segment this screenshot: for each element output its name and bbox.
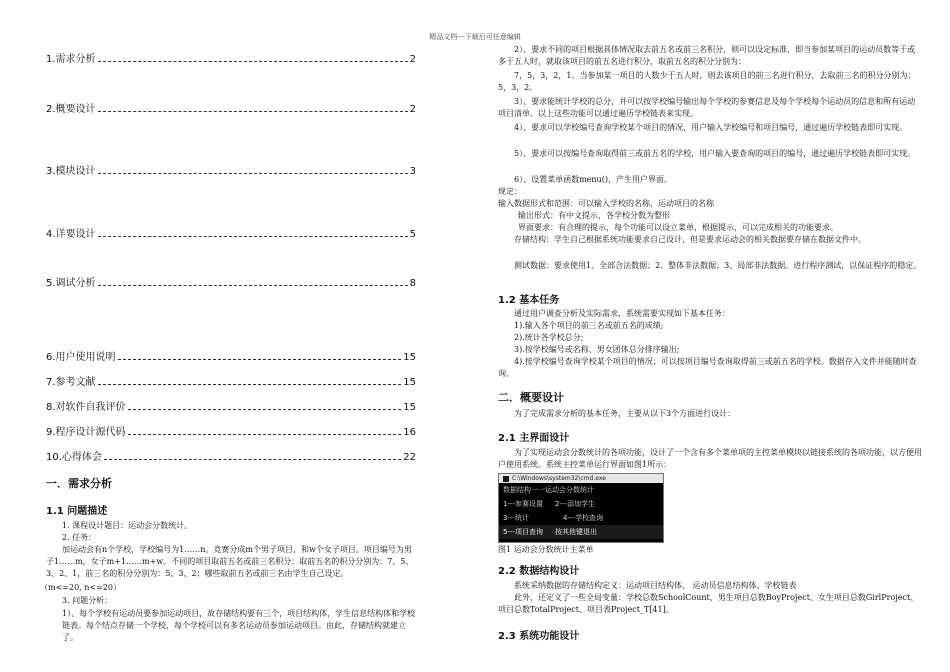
paragraph: 6）、设置菜单函数menu()，产生用户界面。 bbox=[514, 175, 672, 184]
console-screenshot bbox=[498, 473, 664, 543]
subsection-heading-system-function: 2.3 系统功能设计 bbox=[498, 631, 580, 642]
paragraph: 2).统计各学校总分; bbox=[514, 333, 584, 342]
toc-entry[interactable]: 1.需求分析 2 bbox=[46, 54, 416, 65]
paragraph: 7，5，3，2，1。当参加某一项目的人数少于五人时，则去该项目的前三名进行积分，去取前三名的积分分别为：5，3，2。 bbox=[498, 71, 916, 92]
paragraph: 1. 课程设计题目：运动会分数统计。 bbox=[62, 521, 193, 530]
paragraph: 4).按学校编号查询学校某个项目的情况；可以按项目编号查询取得前三或前五名的学校。数据存入文件并能随时查询。 bbox=[498, 357, 917, 378]
console-line: 3---统计 4---学校查询 bbox=[503, 514, 604, 522]
paragraph: 通过用户调查分析及实际需求，系统需要实现如下基本任务： bbox=[514, 309, 730, 318]
paragraph: 此外，还定义了一些全局变量：学校总数SchoolCount、男生项目总数BoyProject、女生项目总数GirlProject、项目总数TotalProject、项目表Project_T[41]。 bbox=[498, 593, 919, 614]
paragraph: 1).输入各个项目的前三名或前五名的成绩; bbox=[514, 321, 664, 330]
paragraph: 加运动会有n个学校，学校编号为1……n。竞赛分成m个男子项目，和w个女子项目。项目编号为男子1……m，女子m+1……m+w。不同的项目取前五名或前三名积分：取前五名的积分分别为：7、5、3、2、1，前三名的积分分别为：5、3、2；哪些取前五名或前三名由学生自己设定。 bbox=[46, 545, 414, 578]
paragraph: 输入数据形式和范围：可以输入学校的名称，运动项目的名称 bbox=[498, 199, 714, 208]
toc-entry[interactable]: 6.用户使用说明 15 bbox=[46, 352, 416, 363]
console-line: 数据结构一一运动会分数统计 bbox=[503, 486, 594, 494]
toc-entry[interactable]: 5.调试分析 8 bbox=[46, 278, 416, 289]
paragraph: 5）、要求可以按编号查询取得前三或前五名的学校，用户输入要查询的项目的编号，通过遍历学校链表即可实现。 bbox=[514, 149, 916, 158]
toc-entry[interactable]: 2.概要设计 2 bbox=[46, 104, 416, 115]
paragraph: 为了完成需求分析的基本任务，主要从以下3个方面进行设计： bbox=[514, 409, 736, 418]
toc-entry[interactable]: 8.对软件自我评价 15 bbox=[46, 402, 416, 413]
paragraph: 存储结构：学生自己根据系统功能要求自己设计，但是要求运动会的相关数据要存储在数据文件中。 bbox=[514, 235, 866, 244]
toc-entry[interactable]: 7.参考文献 15 bbox=[46, 377, 416, 388]
subsection-heading-problem: 1.1 问题描述 bbox=[46, 506, 108, 517]
console-titlebar: C:\Windows\system32\cmd.exe bbox=[499, 474, 663, 483]
console-window-icon bbox=[503, 476, 509, 482]
paragraph: 3).按学校编号或名称、男女团体总分排序输出; bbox=[514, 345, 680, 354]
section-heading-design: 二．概要设计 bbox=[498, 391, 564, 404]
section-heading-requirements: 一．需求分析 bbox=[46, 477, 112, 490]
page-header: 精品文档---下载后可任意编辑 bbox=[429, 33, 521, 41]
toc-entry[interactable]: 4.详要设计 5 bbox=[46, 229, 416, 240]
paragraph: 3. 问题分析： bbox=[62, 596, 113, 605]
toc-entry[interactable]: 3.模块设计 3 bbox=[46, 166, 416, 177]
toc-entry[interactable]: 10.心得体会 22 bbox=[46, 452, 416, 463]
console-line: 1---参赛设置 2---添加学生 bbox=[503, 500, 596, 508]
paragraph: 输出形式：有中文提示，各学校分数为整形 bbox=[518, 211, 670, 220]
paragraph: 系统采纳数据的存储结构定义：运动项目结构体、 运动员信息结构体、学校链表 bbox=[514, 581, 797, 590]
toc-entry[interactable]: 9.程序设计源代码 16 bbox=[46, 427, 416, 438]
subsection-heading-main-ui: 2.1 主界面设计 bbox=[498, 433, 570, 444]
figure-caption: 图1 运动会分数统计主菜单 bbox=[498, 545, 594, 554]
paragraph: 3）、要求能统计学校的总分，并可以按学校编号输出每个学校的参赛信息及每个学校每个运动员的信息和所有运动项目清单。以上这些功能可以通过遍历学校链表来实现。 bbox=[498, 97, 916, 118]
subsection-heading-basic: 1.2 基本任务 bbox=[498, 295, 560, 306]
paragraph: 2. 任务： bbox=[62, 533, 97, 542]
paragraph: 2）、要求不同的项目根据具体情况取去前五名或前三名积分，则可以设定标准，即当参加某项目的运动员数等于或多于五人时，就取该项目的前五名进行积分，取前五名的积分分别为： bbox=[498, 45, 916, 66]
paragraph: 1）、每个学校有运动员要参加运动项目，故存储结构要有三个，项目结构体，学生信息结构体和学校链表。每个结点存储一个学校，每个学校可以有多名运动员参加运动项目。由此，存储结构就建立了。 bbox=[62, 609, 416, 642]
paragraph: （m<=20, n<=20） bbox=[40, 583, 121, 592]
paragraph: 界面要求：有合理的提示，每个功能可以设立菜单，根据提示，可以完成相关的功能要求。 bbox=[518, 223, 838, 232]
console-line: 5---项目查询 按其他键退出 bbox=[499, 525, 663, 539]
paragraph: 测试数据：要求使用1、全部合法数据；2、整体非法数据；3、局部非法数据。进行程序测试，以保证程序的稳定。 bbox=[514, 261, 922, 270]
paragraph: 为了实现运动会分数统计的各项功能，设计了一个含有多个菜单项的主控菜单模块以链接系统的各项功能，以方便用户使用系统。系统主控菜单运行界面如图1所示： bbox=[498, 448, 922, 469]
paragraph: 4）、要求可以学校编号查询学校某个项目的情况，用户输入学校编号和项目编号，通过遍历学校链表即可实现。 bbox=[514, 123, 908, 132]
subsection-heading-data-structure: 2.2 数据结构设计 bbox=[498, 566, 580, 577]
paragraph: 规定： bbox=[498, 187, 522, 196]
